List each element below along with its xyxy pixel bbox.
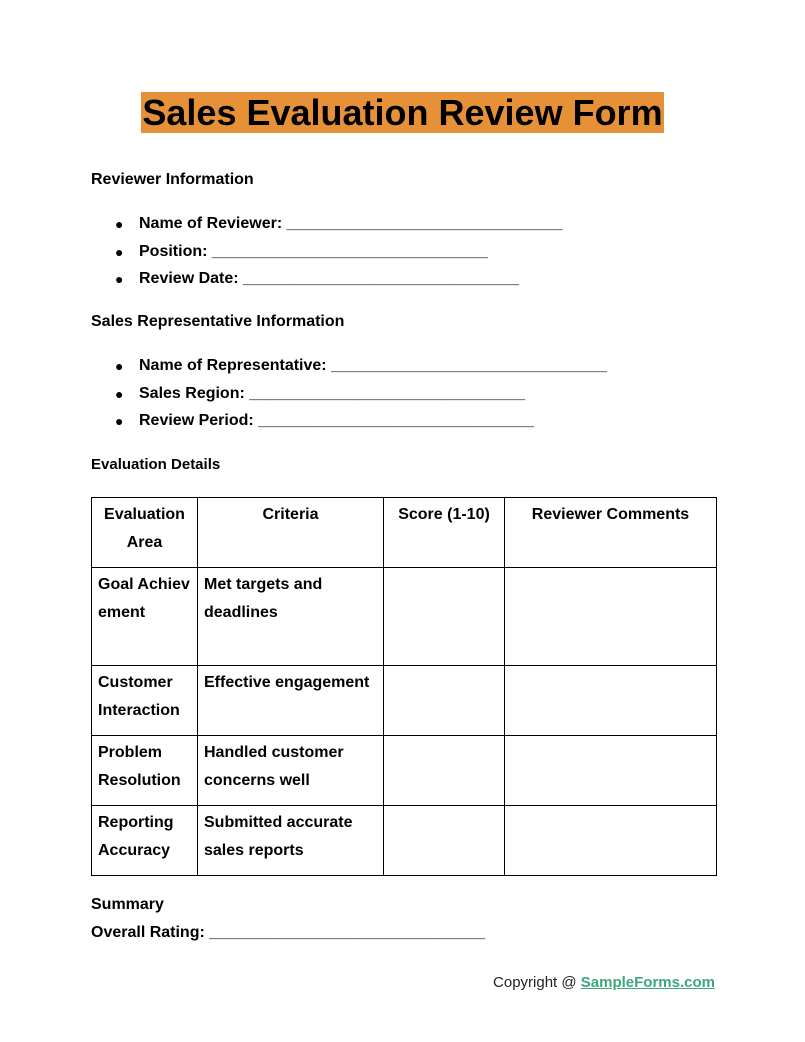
area-cell: Customer Interaction [92, 666, 198, 736]
review-date-field[interactable] [91, 269, 562, 297]
comments-cell[interactable] [505, 806, 717, 876]
field-label: Sales Region: _______________________________ [139, 384, 526, 402]
bullet-icon: ● [115, 385, 124, 402]
criteria-cell: Effective engagement [198, 666, 384, 736]
comments-cell[interactable] [505, 666, 717, 736]
bullet-icon: ● [115, 413, 124, 429]
area-cell: Reporting Accuracy [92, 806, 198, 876]
representative-name-field[interactable] [91, 356, 607, 384]
review-period-field[interactable] [91, 411, 607, 439]
field-label: Position: _______________________________ [139, 242, 488, 260]
column-header: Evaluation Area [92, 498, 198, 568]
summary-heading: Summary [91, 896, 164, 913]
score-cell[interactable] [384, 666, 505, 736]
reviewer-name-field[interactable] [91, 214, 562, 242]
column-header: Reviewer Comments [505, 498, 717, 568]
brand-link[interactable]: SampleForms.com [580, 974, 715, 991]
reviewer-fields [91, 214, 562, 297]
evaluation-heading: Evaluation Details [91, 456, 221, 473]
area-cell: Problem Resolution [92, 736, 198, 806]
criteria-cell: Submitted accurate sales reports [198, 806, 384, 876]
field-label: Name of Reviewer: _______________________________ [139, 215, 563, 232]
copyright-prefix: Copyright @ [493, 974, 581, 991]
page-title: Sales Evaluation Review Form [142, 92, 663, 133]
table-row [92, 666, 717, 736]
summary-section [91, 891, 485, 947]
score-cell[interactable] [384, 568, 505, 666]
table-row [92, 568, 717, 666]
field-label: Review Date: _______________________________ [139, 270, 519, 287]
bullet-icon: ● [115, 358, 124, 374]
bullet-icon: ● [115, 271, 124, 287]
evaluation-table [91, 497, 717, 876]
column-header: Criteria [198, 498, 384, 568]
field-label: Review Period: _______________________________ [139, 412, 534, 429]
score-cell[interactable] [384, 736, 505, 806]
title-wrap [0, 92, 805, 133]
area-cell: Goal Achievement [92, 568, 198, 666]
bullet-icon: ● [115, 216, 124, 232]
reviewer-heading: Reviewer Information [91, 171, 254, 188]
table-row [92, 736, 717, 806]
column-header: Score (1-10) [384, 498, 505, 568]
table-header-row [92, 498, 717, 568]
representative-heading: Sales Representative Information [91, 313, 345, 330]
comments-cell[interactable] [505, 736, 717, 806]
comments-cell[interactable] [505, 568, 717, 666]
criteria-cell: Handled customer concerns well [198, 736, 384, 806]
score-cell[interactable] [384, 806, 505, 876]
reviewer-position-field[interactable] [91, 242, 562, 270]
field-label: Name of Representative: _______________________________ [139, 357, 607, 374]
representative-fields [91, 356, 607, 439]
criteria-cell: Met targets and deadlines [198, 568, 384, 666]
table-row [92, 806, 717, 876]
bullet-icon: ● [115, 243, 124, 260]
sales-region-field[interactable] [91, 384, 607, 412]
copyright [493, 973, 715, 993]
overall-rating-field[interactable]: Overall Rating: _______________________________ [91, 924, 486, 941]
